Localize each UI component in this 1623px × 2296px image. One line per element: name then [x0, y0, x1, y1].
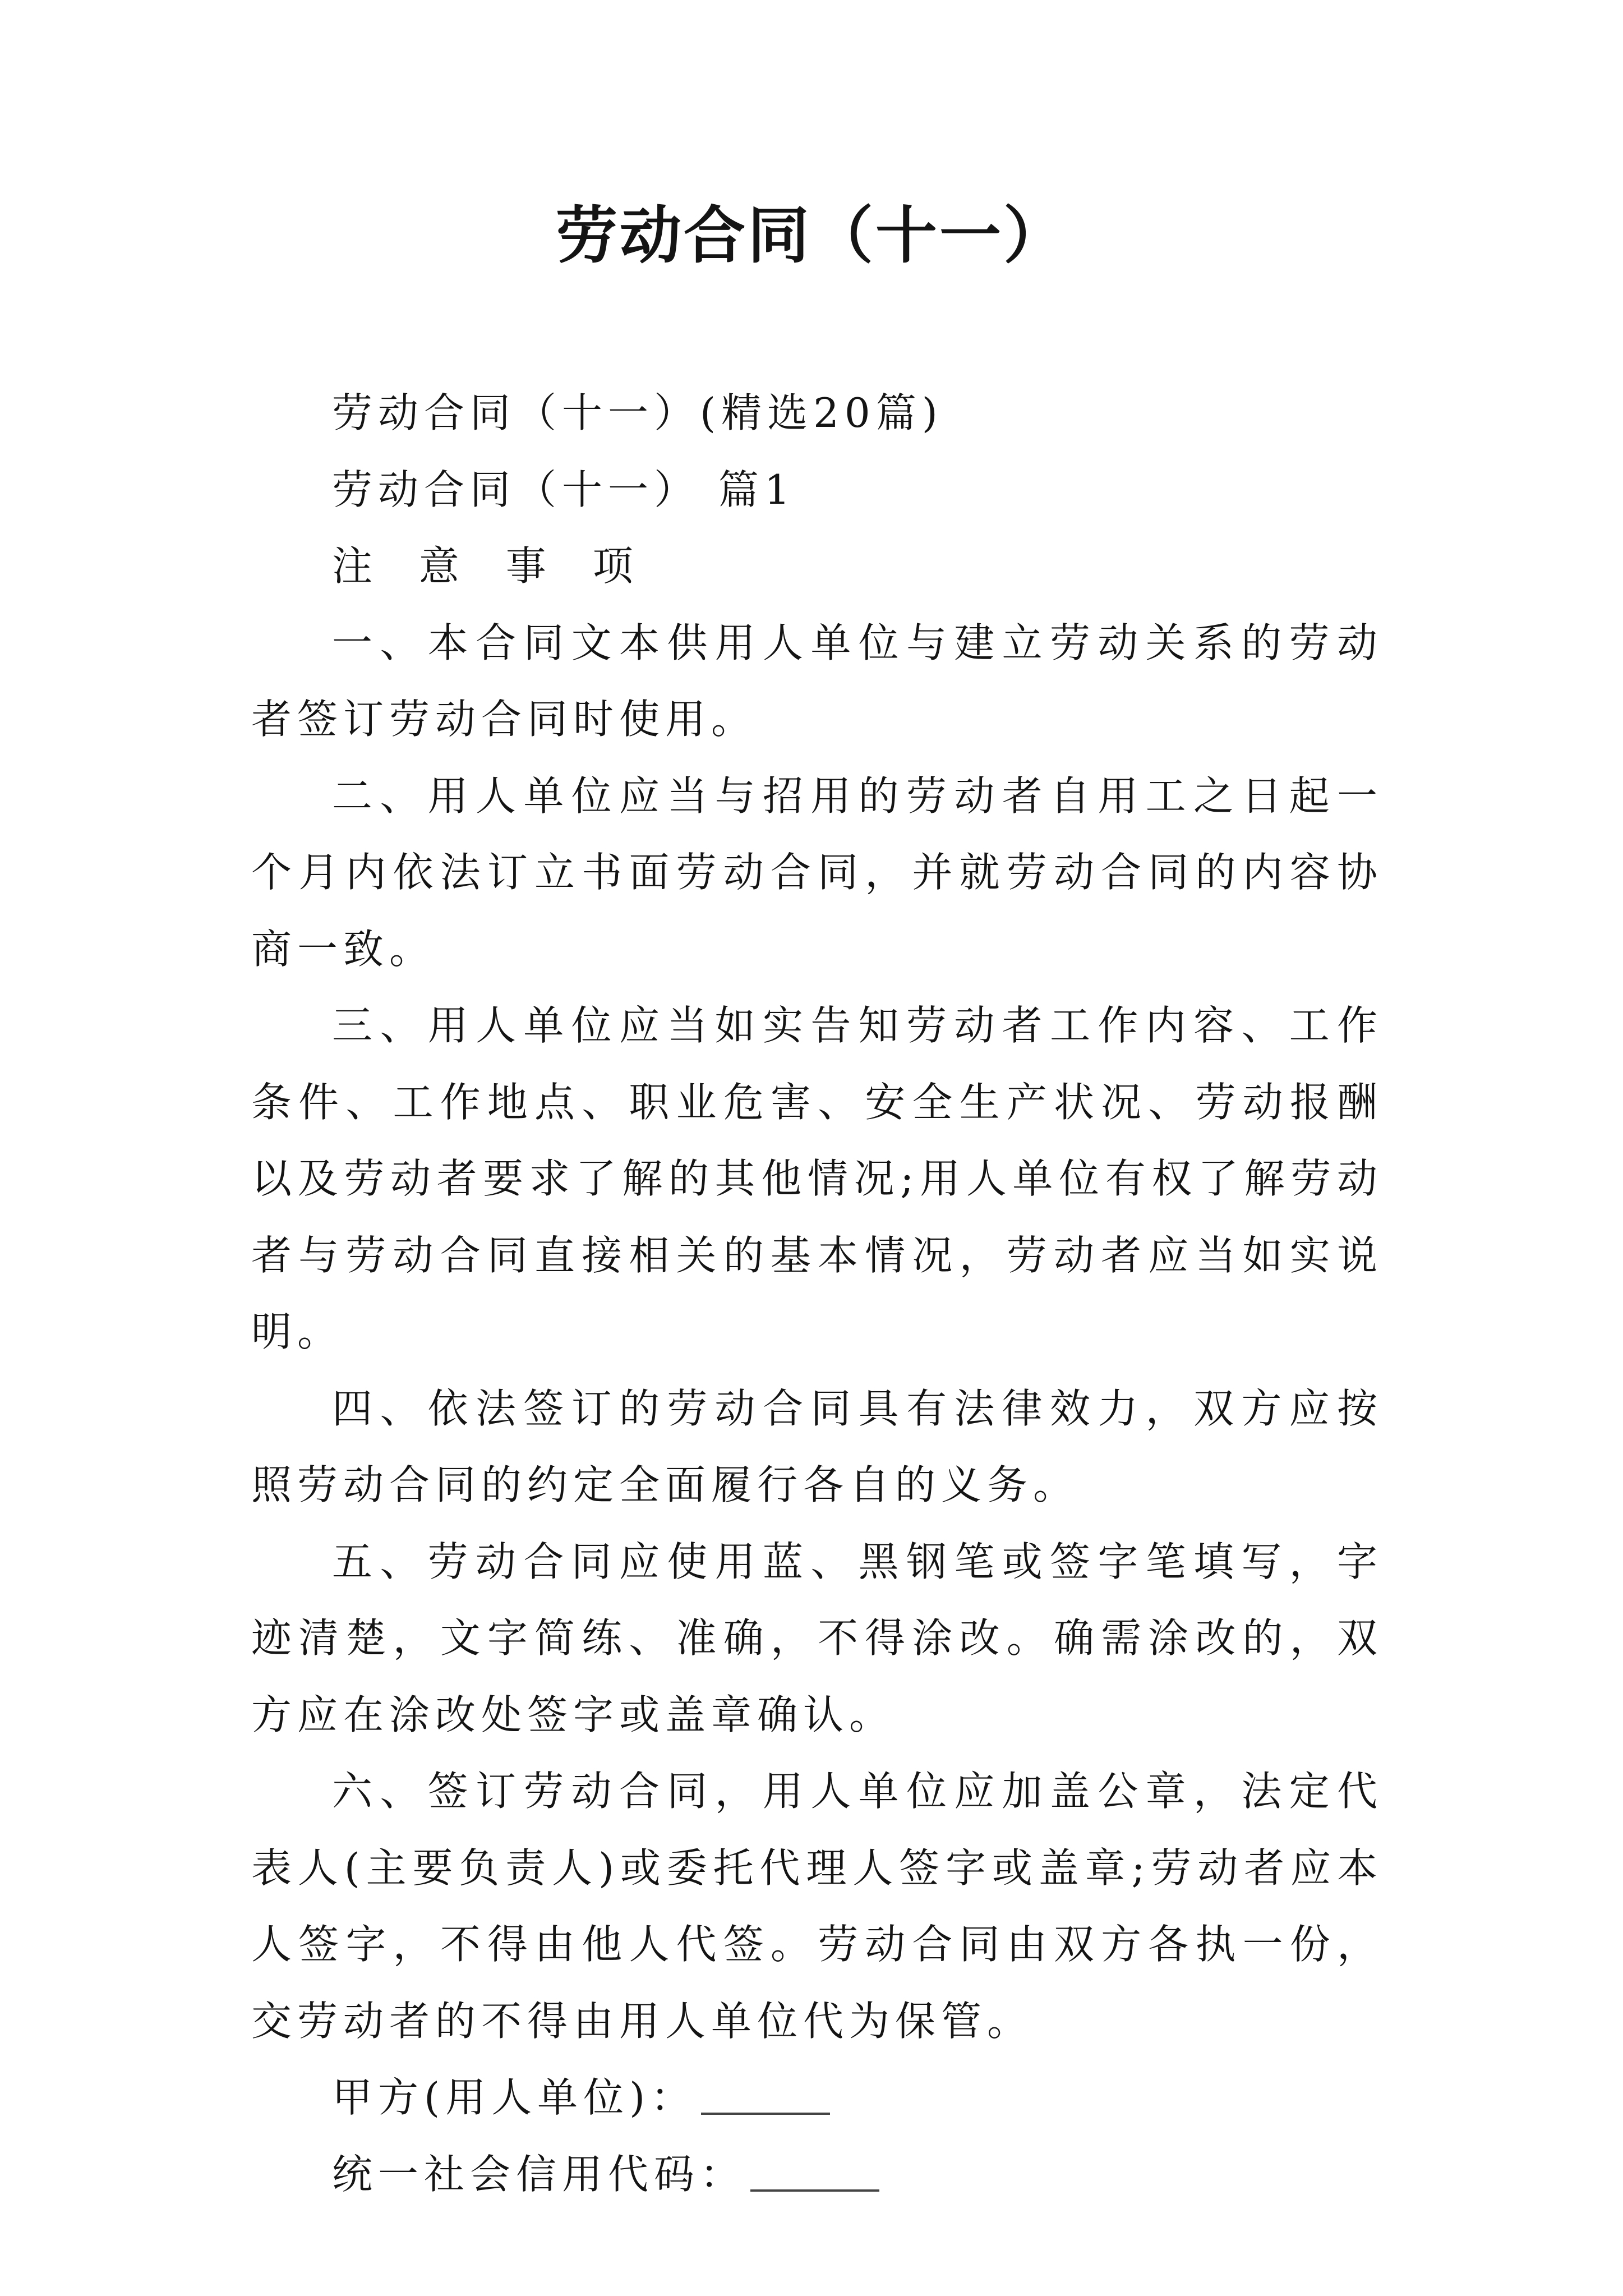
party-a-blank[interactable]: [701, 2065, 830, 2115]
notice-paragraph-5: 五、劳动合同应使用蓝、黑钢笔或签字笔填写，字迹清楚，文字简练、准确，不得涂改。确需涂改的，双方应在涂改处签字或盖章确认。: [251, 1538, 1383, 1738]
credit-code-field: [251, 2136, 1383, 2213]
section-heading: 劳动合同（十一） 篇1: [332, 466, 796, 513]
party-a-field: [251, 2059, 1383, 2136]
notice-paragraph-3: 三、用人单位应当如实告知劳动者工作内容、工作条件、工作地点、职业危害、安全生产状况、劳动报酬以及劳动者要求了解的其他情况;用人单位有权了解劳动者与劳动合同直接相关的基本情况，劳动者应当如实说明。: [251, 1002, 1383, 1355]
notice-paragraph-6: 六、签订劳动合同，用人单位应加盖公章，法定代表人(主要负责人)或委托代理人签字或盖章;劳动者应本人签字，不得由他人代签。劳动合同由双方各执一份，交劳动者的不得由用人单位代为保管。: [251, 1768, 1383, 2045]
credit-code-blank[interactable]: [750, 2142, 879, 2192]
notice-paragraph-1: 一、本合同文本供用人单位与建立劳动关系的劳动者签订劳动合同时使用。: [251, 619, 1383, 743]
document-body: [251, 375, 1383, 2212]
notice-paragraph-2: 二、用人单位应当与招用的劳动者自用工之日起一个月内依法订立书面劳动合同，并就劳动合同的内容协商一致。: [251, 772, 1383, 973]
notice-paragraph-4: 四、依法签订的劳动合同具有法律效力，双方应按照劳动合同的约定全面履行各自的义务。: [251, 1384, 1383, 1508]
party-a-label: 甲方(用人单位)：: [332, 2074, 697, 2121]
document-title: 劳动合同（十一）: [556, 200, 1067, 272]
document-subtitle: 劳动合同（十一）(精选20篇): [332, 389, 943, 436]
notice-heading: 注 意 事 项: [332, 542, 650, 590]
credit-code-label: 统一社会信用代码：: [332, 2150, 746, 2198]
